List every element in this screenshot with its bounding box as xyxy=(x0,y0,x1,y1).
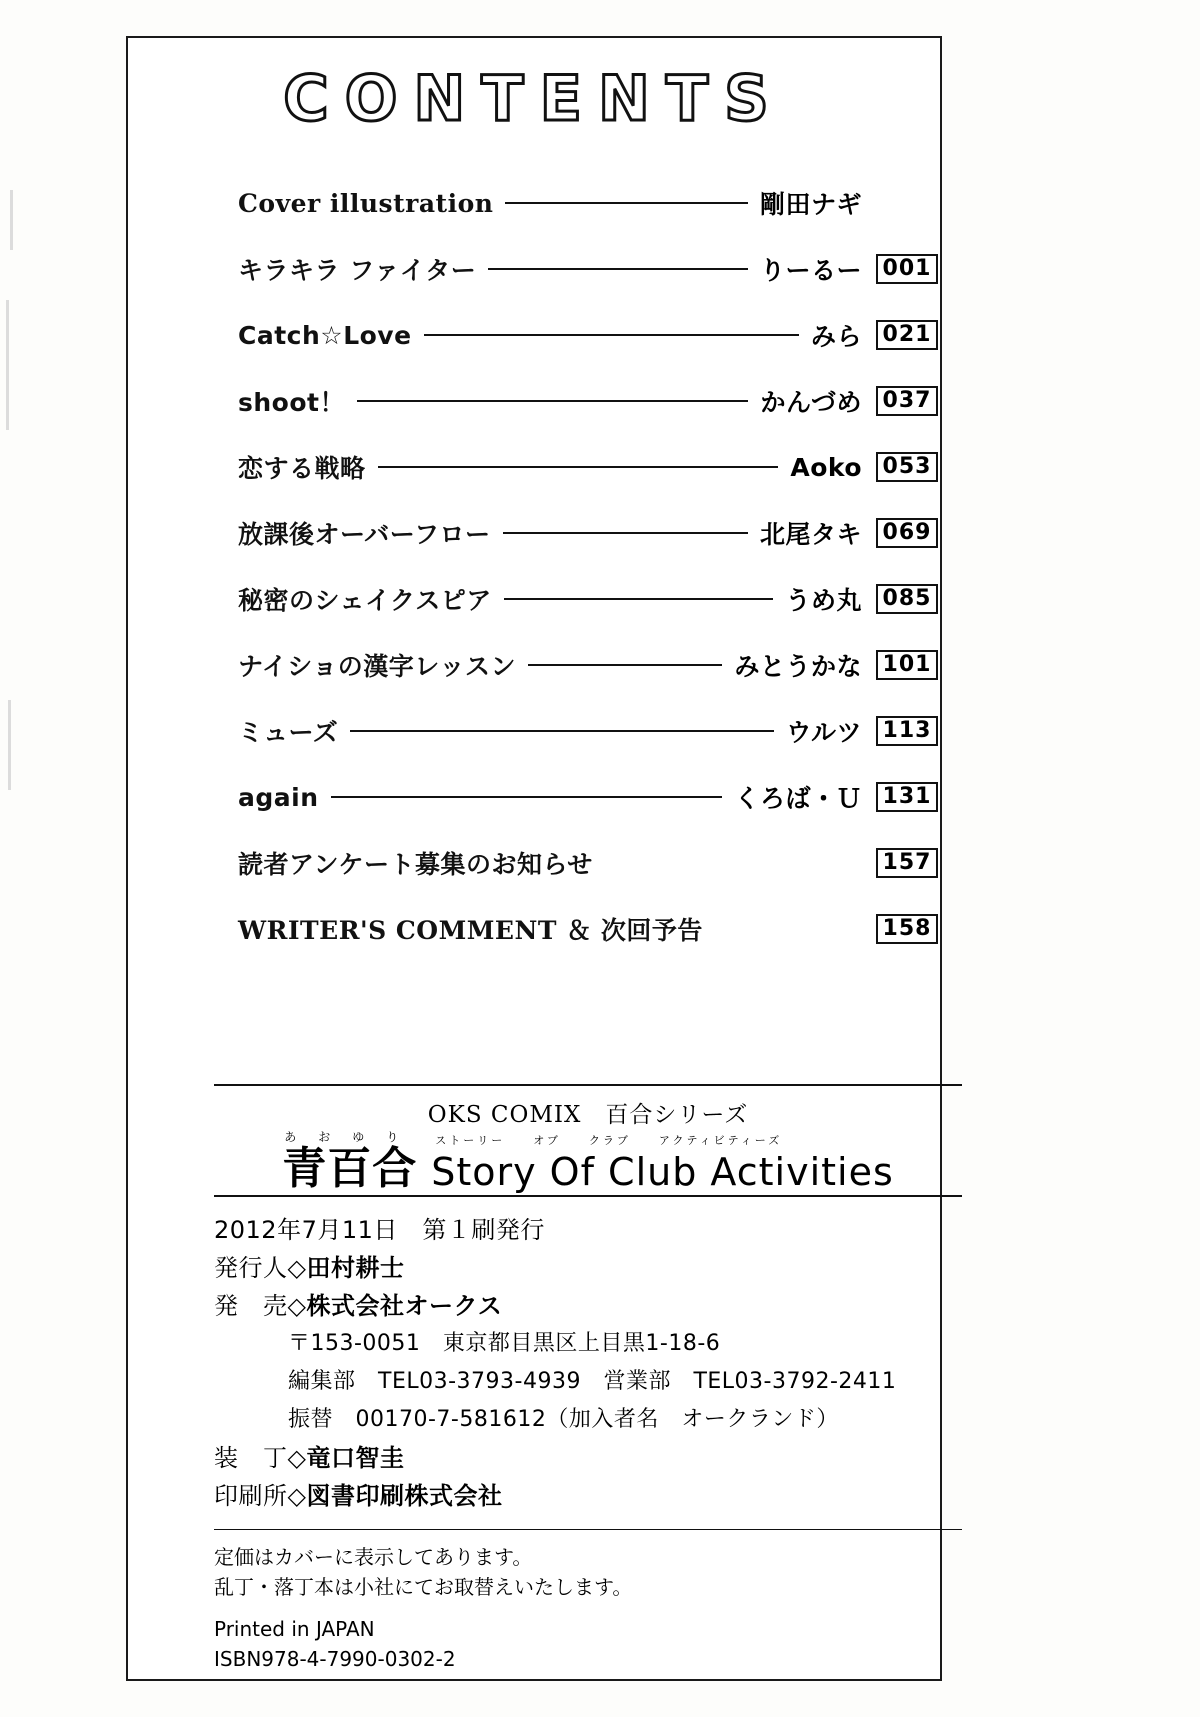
colophon-bottom-rule xyxy=(214,1529,962,1530)
toc-entry-author: 剛田ナギ xyxy=(759,190,862,219)
toc-page-number: 085 xyxy=(876,584,938,614)
publisher-person-name: 田村耕士 xyxy=(306,1254,405,1282)
scan-edge-mark-3 xyxy=(8,700,11,790)
toc-entry-title: WRITER'S COMMENT ＆ 次回予告 xyxy=(238,916,703,945)
series-logo xyxy=(214,1130,962,1194)
printer-row xyxy=(214,1477,962,1515)
toc-row xyxy=(238,566,938,632)
toc-entry-title: キラキラ ファイター xyxy=(238,256,477,285)
toc-leader-line xyxy=(424,334,799,336)
toc-entry-author: くろば・Ｕ xyxy=(734,784,862,813)
toc-entry-title: shoot！ xyxy=(238,388,345,417)
imprint-label: OKS COMIX 百合シリーズ xyxy=(427,1102,749,1128)
colophon xyxy=(214,1084,962,1674)
series-logo-english xyxy=(431,1134,894,1194)
toc-page-number: 053 xyxy=(876,452,938,482)
table-of-contents xyxy=(238,170,938,962)
series-logo-japanese-ruby: あおゆり xyxy=(284,1130,421,1144)
series-logo-english-text: Story Of Club Activities xyxy=(431,1150,894,1194)
isbn: ISBN978-4-7990-0302-2 xyxy=(214,1647,456,1671)
toc-page-number: 001 xyxy=(876,254,938,284)
toc-page-number: 158 xyxy=(876,914,938,944)
toc-leader-line xyxy=(503,532,748,534)
publisher-address: 〒153-0051 東京都目黒区上目黒1-18-6 xyxy=(288,1331,721,1356)
printer-name: 図書印刷株式会社 xyxy=(306,1482,503,1510)
toc-page-number: 037 xyxy=(876,386,938,416)
toc-entry-title: ナイショの漢字レッスン xyxy=(238,652,517,681)
toc-entry-title: 恋する戦略 xyxy=(238,454,366,483)
toc-row xyxy=(238,896,938,962)
defect-notice: 乱丁・落丁本は小社にてお取替えいたします。 xyxy=(214,1575,633,1599)
seller-row xyxy=(214,1287,962,1325)
toc-leader-line xyxy=(528,664,722,666)
design-name: 竜口智圭 xyxy=(306,1444,405,1472)
printed-in: Printed in JAPAN xyxy=(214,1617,375,1641)
publisher-person-label: 発行人◇ xyxy=(214,1254,307,1282)
toc-page-number: 021 xyxy=(876,320,938,350)
seller-name: 株式会社オークス xyxy=(306,1292,503,1320)
scan-edge-mark-1 xyxy=(10,190,13,250)
colophon-mid-rule xyxy=(214,1195,962,1197)
toc-entry-author: かんづめ xyxy=(760,388,862,417)
footer-notices xyxy=(214,1542,962,1674)
toc-leader-line xyxy=(488,268,748,270)
toc-row xyxy=(238,500,938,566)
series-logo-japanese-text: 青百合 xyxy=(282,1143,418,1194)
toc-entry-title: Cover illustration xyxy=(238,188,494,218)
footer-spacer xyxy=(214,1602,962,1614)
toc-row xyxy=(238,236,938,302)
seller-label: 発 売◇ xyxy=(214,1292,307,1320)
toc-row xyxy=(238,368,938,434)
toc-entry-author: ウルツ xyxy=(786,718,862,747)
design-label: 装 丁◇ xyxy=(214,1444,307,1472)
toc-entry-author: 北尾タキ xyxy=(759,520,862,549)
toc-leader-line xyxy=(504,598,774,600)
toc-row xyxy=(238,302,938,368)
toc-entry-author: みとうかな xyxy=(734,652,862,681)
colophon-top-rule xyxy=(214,1084,962,1086)
design-row xyxy=(214,1439,962,1477)
publisher-person-row xyxy=(214,1249,962,1287)
toc-entry-author: Aoko xyxy=(790,452,862,482)
printer-label: 印刷所◇ xyxy=(214,1482,307,1510)
toc-entry-title: ミューズ xyxy=(238,718,339,747)
series-logo-japanese xyxy=(282,1130,421,1194)
publisher-phones: 編集部 TEL03-3793-4939 営業部 TEL03-3792-2411 xyxy=(288,1369,897,1394)
publisher-transfer-account: 振替 00170-7-581612（加入者名 オークランド） xyxy=(288,1407,839,1432)
toc-entry-author: みら xyxy=(810,322,862,351)
page-border-frame xyxy=(126,36,942,1681)
toc-leader-line xyxy=(357,400,749,402)
publication-details xyxy=(214,1211,962,1515)
price-notice: 定価はカバーに表示してあります。 xyxy=(214,1545,533,1569)
toc-row xyxy=(238,434,938,500)
scan-edge-mark-2 xyxy=(6,300,9,430)
toc-entry-title: Catch☆Love xyxy=(238,320,412,350)
toc-leader-line xyxy=(350,730,774,732)
toc-row xyxy=(238,170,938,236)
toc-page-number: 113 xyxy=(876,716,938,746)
toc-page-number: 069 xyxy=(876,518,938,548)
toc-leader-line xyxy=(378,466,779,468)
page-title: CONTENTS xyxy=(283,62,785,135)
toc-entry-title: again xyxy=(238,782,319,812)
toc-row xyxy=(238,764,938,830)
toc-page-number: 131 xyxy=(876,782,938,812)
toc-entry-author: りーるー xyxy=(759,256,862,285)
toc-row xyxy=(238,632,938,698)
series-logo-english-ruby: ストーリー オブ クラブ アクティビティーズ xyxy=(435,1134,783,1147)
toc-page-number: 157 xyxy=(876,848,938,878)
toc-row xyxy=(238,698,938,764)
toc-row xyxy=(238,830,938,896)
toc-page-number: 101 xyxy=(876,650,938,680)
toc-leader-line xyxy=(505,202,748,204)
toc-leader-line xyxy=(331,796,723,798)
toc-entry-title: 秘密のシェイクスピア xyxy=(238,586,492,615)
toc-entry-author: うめ丸 xyxy=(785,586,862,615)
toc-entry-title: 読者アンケート募集のお知らせ xyxy=(238,850,593,879)
publication-date: 2012年7月11日 第１刷発行 xyxy=(214,1216,545,1244)
toc-entry-title: 放課後オーバーフロー xyxy=(238,520,491,549)
